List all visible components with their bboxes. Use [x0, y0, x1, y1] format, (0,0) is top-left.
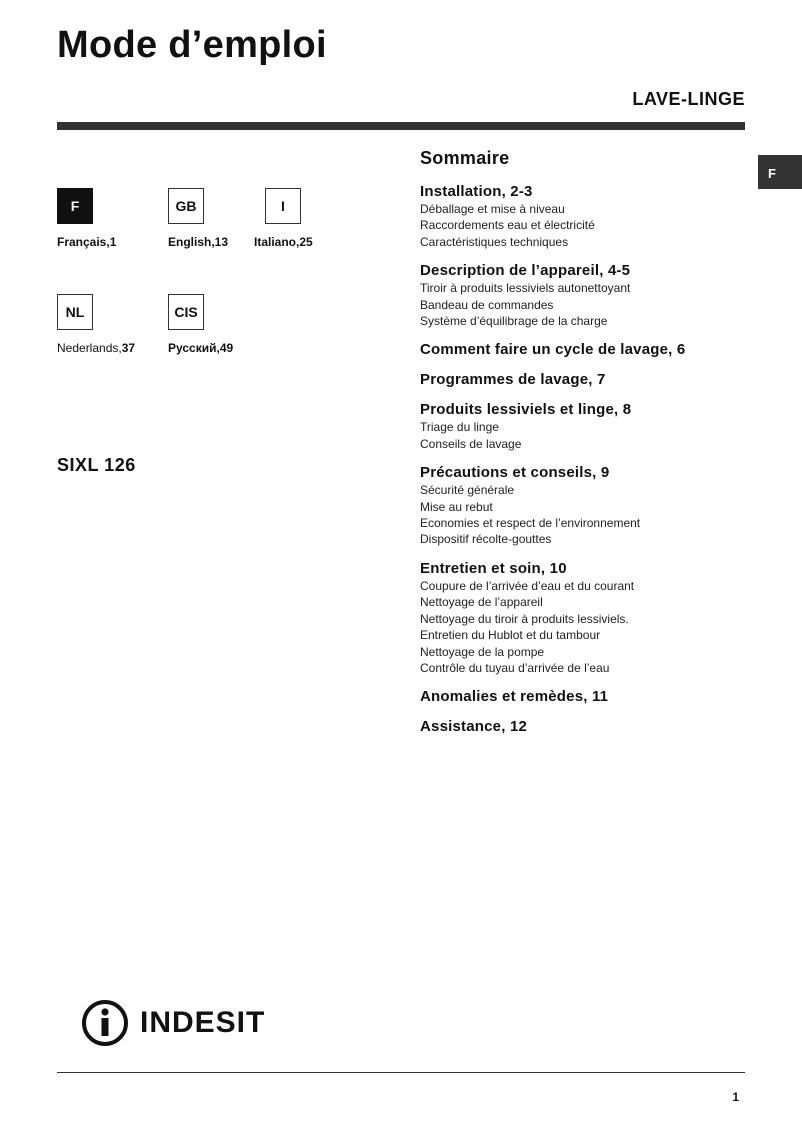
toc-item: Coupure de l’arrivée d’eau et du courant — [420, 578, 635, 593]
toc-section-title[interactable]: Entretien et soin, 10 — [420, 559, 567, 577]
toc-item: Dispositif récolte-gouttes — [420, 532, 552, 547]
toc-section — [420, 464, 750, 548]
product-type: LAVE-LINGE — [632, 89, 745, 109]
toc-item: Caractéristiques techniques — [420, 234, 569, 249]
toc-item: Mise au rebut — [420, 499, 493, 514]
toc-section-title[interactable]: Précautions et conseils, 9 — [420, 464, 610, 482]
language-label: Nederlands,37 — [57, 341, 136, 355]
toc-sections — [420, 183, 750, 736]
language-label: English,13 — [168, 235, 229, 249]
language-item-gb[interactable] — [168, 188, 229, 249]
language-code-box[interactable]: NL — [57, 294, 93, 330]
toc-item: Nettoyage de la pompe — [420, 644, 545, 659]
page-number: 1 — [732, 1090, 739, 1104]
language-side-tab: F — [758, 155, 802, 189]
page-title: Mode d’emploi — [57, 24, 327, 66]
toc-section — [420, 371, 750, 389]
indesit-i-logo-icon — [80, 998, 130, 1048]
toc-item: Raccordements eau et électricité — [420, 218, 595, 233]
toc-item: Conseils de lavage — [420, 436, 522, 451]
toc-item: Bandeau de commandes — [420, 297, 554, 312]
toc-item: Entretien du Hublot et du tambour — [420, 628, 601, 643]
language-code-box[interactable]: GB — [168, 188, 204, 224]
toc-section-title[interactable]: Programmes de lavage, 7 — [420, 371, 606, 389]
language-item-cis[interactable] — [168, 294, 234, 355]
toc-section-title[interactable]: Description de l’appareil, 4-5 — [420, 262, 631, 280]
toc-item: Nettoyage du tiroir à produits lessiviels. — [420, 611, 629, 626]
toc-section — [420, 262, 750, 329]
toc-item: Système d’équilibrage de la charge — [420, 314, 608, 329]
footer-divider — [57, 1072, 745, 1073]
toc-item: Economies et respect de l’environnement — [420, 516, 641, 531]
toc-heading: Sommaire — [420, 148, 510, 168]
toc-section — [420, 560, 750, 676]
toc-section-title[interactable]: Assistance, 12 — [420, 718, 528, 736]
language-label: Français,1 — [57, 235, 117, 249]
language-label: Italiano,25 — [254, 235, 313, 249]
language-label: Русский,49 — [168, 341, 234, 355]
language-code-box[interactable]: F — [57, 188, 93, 224]
toc-item: Tiroir à produits lessiviels autonettoyant — [420, 281, 631, 296]
toc-item: Contrôle du tuyau d’arrivée de l’eau — [420, 660, 610, 675]
toc-section — [420, 341, 750, 359]
toc-section — [420, 183, 750, 250]
toc-section — [420, 401, 750, 452]
toc-section-title[interactable]: Anomalies et remèdes, 11 — [420, 688, 609, 706]
language-item-it[interactable] — [254, 188, 313, 249]
toc-section-title[interactable]: Installation, 2-3 — [420, 183, 533, 200]
table-of-contents — [420, 148, 750, 748]
toc-item: Déballage et mise à niveau — [420, 202, 565, 216]
brand-name: INDESIT — [140, 1006, 266, 1039]
toc-section — [420, 688, 750, 706]
toc-item: Sécurité générale — [420, 483, 515, 498]
brand-logo — [80, 998, 265, 1048]
toc-item: Triage du linge — [420, 420, 499, 435]
model-number: SIXL 126 — [57, 455, 136, 475]
toc-section-title[interactable]: Comment faire un cycle de lavage, 6 — [420, 341, 686, 359]
toc-section — [420, 718, 750, 736]
toc-item: Nettoyage de l’appareil — [420, 595, 543, 610]
header-divider-bar — [57, 122, 745, 130]
language-code-box[interactable]: CIS — [168, 294, 204, 330]
language-item-nl[interactable] — [57, 294, 136, 355]
language-item-fr[interactable] — [57, 188, 117, 249]
language-code-box[interactable]: I — [265, 188, 301, 224]
toc-section-title[interactable]: Produits lessiviels et linge, 8 — [420, 401, 632, 419]
